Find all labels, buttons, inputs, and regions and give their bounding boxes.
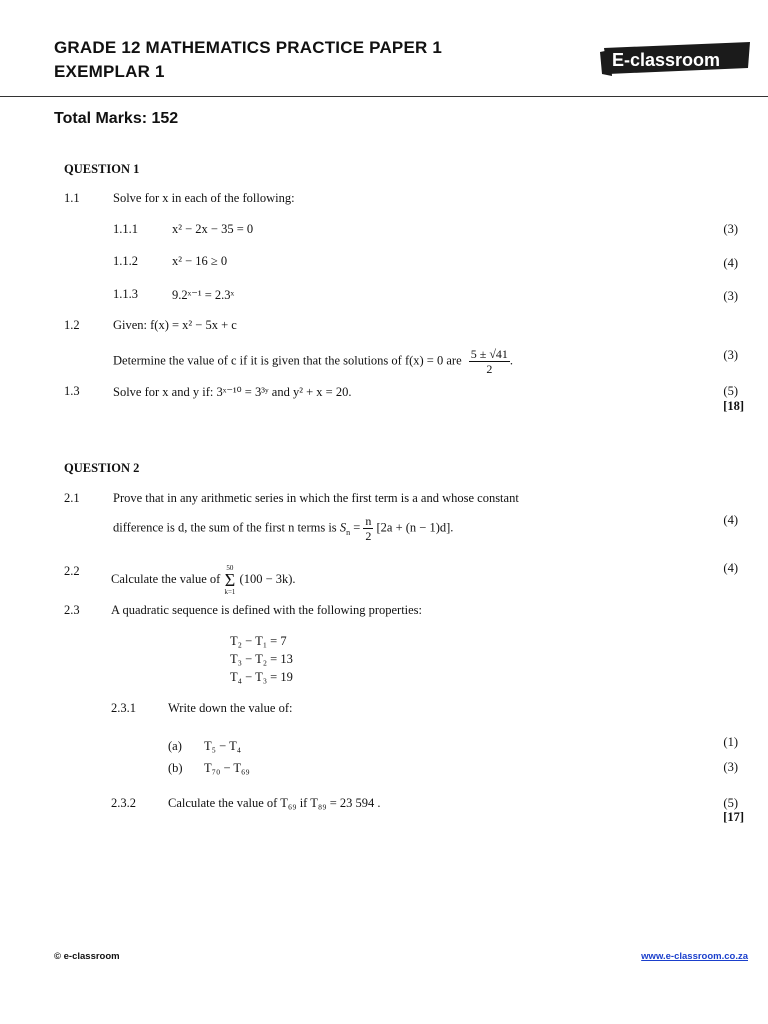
e-classroom-logo (598, 40, 754, 78)
sequence-line: T₃ − T₂ = 13 (230, 652, 293, 666)
sequence-line: T₄ − T₃ = 19 (230, 670, 293, 684)
q-equation: x² − 16 ≥ 0 (172, 254, 228, 268)
sub-label: (b) (168, 761, 183, 775)
q-number: 1.2 (64, 318, 80, 332)
sum-sign: 50 Σ k=1 (224, 564, 236, 596)
q-text: Calculate the value of T₆₉ if T₈₉ = 23 594 . (168, 796, 381, 810)
total-marks: Total Marks: 152 (54, 110, 179, 127)
sub-label: (a) (168, 739, 182, 753)
q-text: Calculate the value of 50 Σ k=1 (100 − 3k). (111, 564, 296, 596)
footer-copyright: © e-classroom (54, 951, 120, 962)
q-text: Given: f(x) = x² − 5x + c (113, 318, 237, 332)
q-number: 2.3 (64, 603, 80, 617)
q-number: 2.2 (64, 564, 80, 578)
q-text: A quadratic sequence is defined with the following properties: (111, 603, 423, 617)
q-text: Write down the value of: (168, 701, 293, 715)
fraction: $\frac{n}{2}$ (365, 514, 372, 543)
q-mark: (5) (723, 796, 738, 810)
q-number: 1.1.1 (113, 222, 138, 236)
paper-subtitle: EXEMPLAR 1 (54, 62, 165, 81)
sequence-line: T₂ − T₁ = 7 (230, 634, 287, 648)
q-number: 1.1.3 (113, 287, 138, 301)
q-number: 1.1.2 (113, 254, 138, 268)
q-mark: (4) (723, 561, 738, 575)
q-text: Prove that in any arithmetic series in which the first term is a and whose constant (113, 491, 519, 505)
q-number: 1.1 (64, 191, 80, 205)
q-number: 1.3 (64, 384, 80, 398)
q-mark: (4) (723, 256, 738, 270)
question-total: [17] (723, 810, 744, 824)
q-mark: (3) (723, 760, 738, 774)
q-expression: T₇₀ − T₆₉ (204, 761, 250, 775)
q-mark: (4) (723, 513, 738, 527)
q-equation: x² − 2x − 35 = 0 (172, 222, 254, 236)
footer-website-link[interactable]: www.e-classroom.co.za (641, 951, 748, 962)
q-equation: 9.2ˣ⁻¹ = 2.3ˣ (172, 288, 235, 302)
q-mark: (5) (723, 384, 738, 398)
q-mark: (3) (723, 222, 738, 236)
question-total: [18] (723, 399, 744, 413)
header-divider (0, 96, 768, 97)
question-2-heading: QUESTION 2 (64, 461, 140, 475)
q-number: 2.1 (64, 491, 80, 505)
q-mark: (1) (723, 735, 738, 749)
q-text: Determine the value of c if it is given that the solutions of f(x) = 0 are $\frac{5 \pm √41}{2}$ . (113, 347, 514, 376)
logo-text: E-classroom (612, 50, 721, 70)
question-1-heading: QUESTION 1 (64, 162, 140, 176)
q-mark: (3) (723, 289, 738, 303)
q-text: Solve for x and y if: 3ˣ⁻¹⁰ = 3³ʸ and y² + x = 20. (113, 385, 352, 399)
q-mark: (3) (723, 348, 738, 362)
q-number: 2.3.1 (111, 701, 136, 715)
paper-title: GRADE 12 MATHEMATICS PRACTICE PAPER 1 (54, 38, 443, 57)
fraction: $\frac{5 \pm √41}{2}$ (470, 347, 508, 376)
q-number: 2.3.2 (111, 796, 136, 810)
q-expression: T₅ − T₄ (204, 739, 242, 753)
q-text: difference is d, the sum of the first n terms is $S_n$ = $\frac{n}{2}$ [2a + (n − 1)d]. (113, 514, 454, 543)
q-text: Solve for x in each of the following: (113, 191, 295, 205)
